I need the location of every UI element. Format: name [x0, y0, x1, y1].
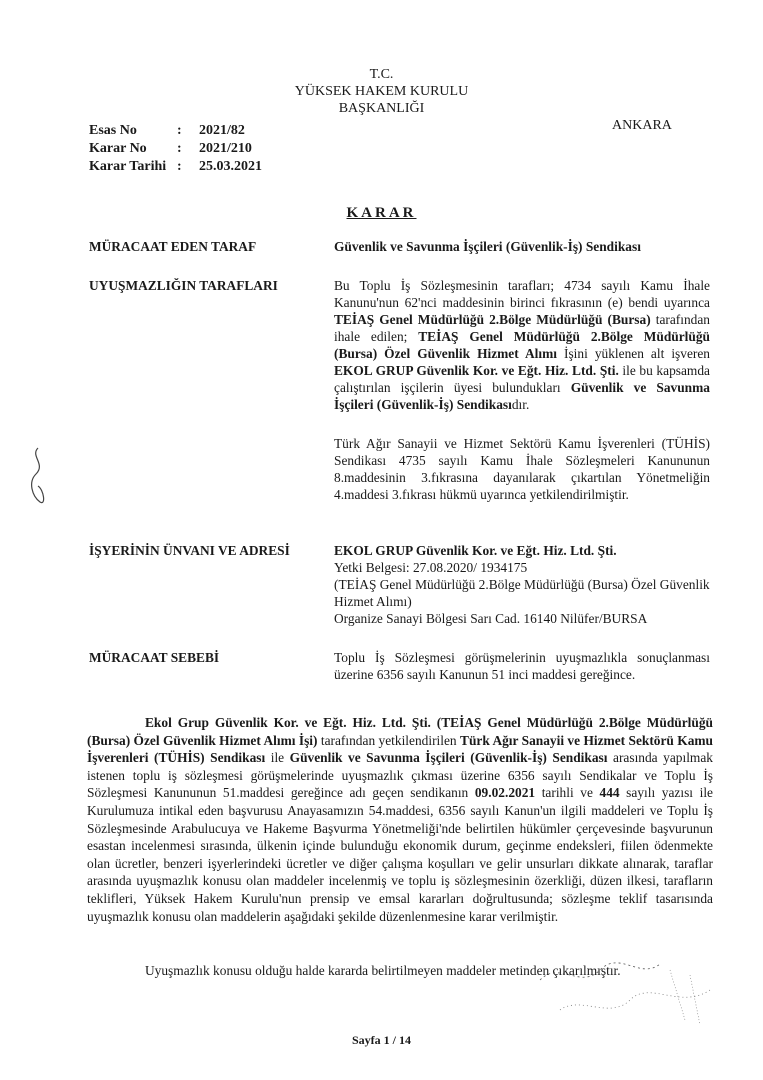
body-union-bold: Güvenlik ve Savunma İşçileri (Güvenlik-İş) Sendikası [289, 750, 608, 766]
workplace-address: Organize Sanayi Bölgesi Sarı Cad. 16140 Nilüfer/BURSA [334, 611, 648, 626]
meta-row-karar [89, 140, 262, 158]
section-applicant-label: MÜRACAAT EDEN TARAF [89, 239, 257, 254]
decision-body [87, 714, 713, 925]
parties-union-bold: Güvenlik ve Savunma İşçileri (Güvenlik-İş) Sendikası [334, 380, 710, 412]
parties-text: dır. [511, 397, 530, 412]
section-reason-value: Toplu İş Sözleşmesi görüşmelerinin uyuşmazlıkla sonuçlanması üzerine 6356 sayılı Kanunun 51 inci maddesi gereğince. [334, 650, 710, 682]
body-text: tarafından yetkilendirilen [317, 732, 461, 748]
city-label: ANKARA [612, 118, 672, 133]
decision-note: Uyuşmazlık konusu olduğu halde kararda belirtilmeyen maddeler metinden çıkarılmıştır. [145, 963, 621, 978]
signature-scribble [520, 950, 730, 1040]
header-institution: YÜKSEK HAKEM KURULU [294, 84, 469, 99]
section-parties [89, 277, 709, 527]
meta-karar-value: 2021/210 [199, 141, 252, 156]
section-workplace-label: İŞYERİNİN ÜNVANI VE ADRESİ [89, 543, 290, 558]
section-parties-p2: Türk Ağır Sanayii ve Hizmet Sektörü Kamu İşverenleri (TÜHİS) Sendikası 4735 sayılı Kamu İhale Sözleşmeleri Kanununun 8.maddesinin 3.fıkrasına dayanılarak çıkartılan Yönetmeliğin 4.maddesi 3.fıkrası hükmü uyarınca yetkilendirilmiştir. [334, 436, 710, 502]
header-department: BAŞKANLIĞI [338, 101, 425, 116]
decision-title: KARAR [346, 205, 417, 221]
meta-tarih-value: 25.03.2021 [199, 159, 262, 174]
parties-service-bold: TEİAŞ Genel Müdürlüğü 2.Bölge Müdürlüğü (Bursa) Özel Güvenlik Hizmet Alımı [334, 329, 710, 361]
section-parties-label: UYUŞMAZLIĞIN TARAFLARI [89, 278, 278, 293]
parties-employer-bold: TEİAŞ Genel Müdürlüğü 2.Bölge Müdürlüğü (Bursa) [334, 312, 651, 327]
workplace-service: (TEİAŞ Genel Müdürlüğü 2.Bölge Müdürlüğü (Bursa) Özel Güvenlik Hizmet Alımı) [334, 577, 710, 609]
workplace-authorization: Yetki Belgesi: 27.08.2020/ 1934175 [334, 560, 528, 575]
section-workplace-value [334, 542, 710, 627]
meta-tarih-label: Karar Tarihi [89, 159, 167, 174]
section-parties-p1 [334, 277, 710, 413]
body-contractor-bold: Ekol Grup Güvenlik Kor. ve Eğt. Hiz. Ltd. Şti. (TEİAŞ Genel Müdürlüğü 2.Bölge Müdürlüğü (Bursa) Özel Güvenlik Hizmet Alımı İşi) [87, 715, 713, 748]
page-number: Sayfa 1 / 14 [351, 1033, 411, 1047]
parties-text: İşini yüklenen alt işveren [556, 346, 710, 361]
handwritten-initial-mark [26, 446, 50, 508]
document-header [0, 66, 763, 117]
workplace-name: EKOL GRUP Güvenlik Kor. ve Eğt. Hiz. Ltd. Şti. [334, 543, 617, 558]
body-text: ile [265, 750, 290, 766]
parties-text: Bu Toplu İş Sözleşmesinin tarafları; 4734 sayılı Kamu İhale Kanunu'nun 62'nci maddesinin birinci fıkrasının (e) bendi uyarınca [334, 278, 710, 310]
meta-separator: : [177, 159, 182, 174]
section-reason-label: MÜRACAAT SEBEBİ [89, 650, 220, 665]
body-number-bold: 444 [599, 785, 620, 801]
meta-esas-value: 2021/82 [199, 123, 245, 138]
body-date-bold: 09.02.2021 [474, 785, 536, 801]
meta-row-tarih [89, 158, 262, 176]
body-text: arasında yapılmak istenen toplu iş sözleşmesi görüşmelerinde uyuşmazlık çıkması üzerine 6356 sayılı Sendikalar ve Toplu İş Sözleşmesi Kanununun 51.maddesi gereğince adı geçen sendikanın [87, 750, 713, 801]
case-meta [89, 122, 262, 176]
meta-separator: : [177, 123, 182, 138]
meta-separator: : [177, 141, 182, 156]
meta-esas-label: Esas No [89, 123, 137, 138]
meta-karar-label: Karar No [89, 141, 147, 156]
section-workplace [89, 542, 709, 632]
section-applicant-value: Güvenlik ve Savunma İşçileri (Güvenlik-İş) Sendikası [334, 239, 641, 254]
section-reason [89, 649, 709, 689]
parties-text: tarafından ihale edilen; [334, 312, 711, 344]
parties-contractor-bold: EKOL GRUP Güvenlik Kor. ve Eğt. Hiz. Ltd. Şti. [334, 363, 619, 378]
parties-text: ile bu kapsamda çalıştırılan işçilerin üyesi bulundukları [334, 363, 710, 395]
header-tc: T.C. [369, 67, 394, 82]
section-applicant [89, 238, 709, 258]
body-tuhis-bold: Türk Ağır Sanayii ve Hizmet Sektörü Kamu İşverenleri (TÜHİS) Sendikası [87, 732, 713, 766]
body-text: tarihli ve [535, 785, 600, 801]
meta-row-esas [89, 122, 262, 140]
body-text: sayılı yazısı ile Kurulumuza intikal eden başvurusu Anayasamızın 54.maddesi, 6356 sayılı Kanun'un ilgili maddeleri ve Toplu İş Sözleşmesinde Arabulucuya ve Hakeme Başvurma Yönetmeliği'nde belirtilen hükümler çerçevesinde başvurunun esastan incelenmesi sırasında, ülkenin içinde bulunduğu ekonomik durum, geçinme endeksleri, fiilen ödenmekte olan ücretler, benzeri işyerlerindeki ücretler ve diğer çalışma koşulları ve gelir unsurları dikkate alınarak, taraflar arasında uyuşmazlık konusu olan maddeler incelenmiş ve toplu iş sözleşmesinin özerkliği, düzen ilkesi, tarafların teklifleri, Yüksek Hakem Kurulu'nun prensip ve emsal kararları doğrultusunda; sözleşme teklif tasarısında uyuşmazlık konusu olan maddelerin aşağıdaki şekilde düzenlenmesine karar verilmiştir. [87, 785, 713, 924]
